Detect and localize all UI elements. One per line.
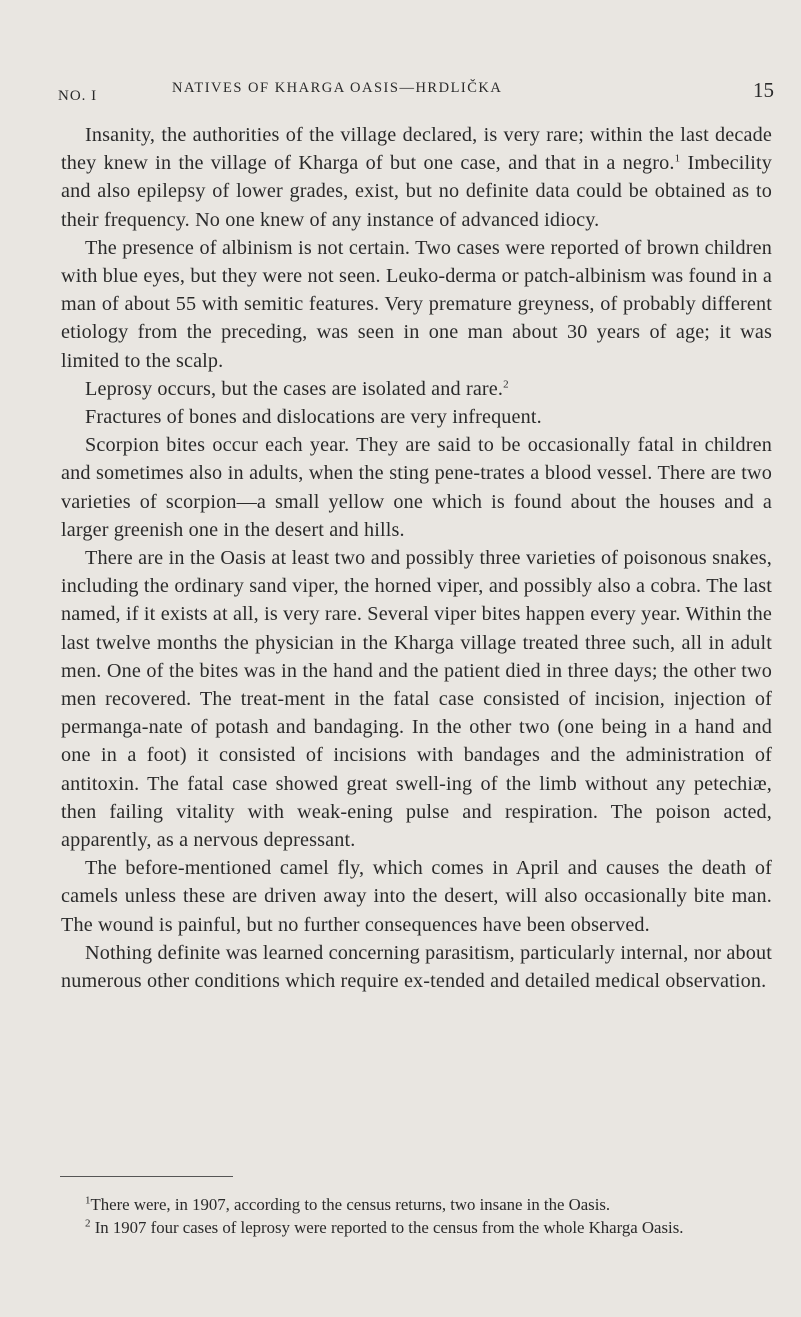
footnote-mark: 1 <box>85 1194 91 1207</box>
paragraph-scorpion: Scorpion bites occur each year. They are said to be occasionally fatal in children and sometimes also in adults, when the sting pene-trates a blood vessel. There are two varieties of scorpion—a small yellow one which is found about the houses and a larger greenish one in the desert and hills. <box>61 434 772 541</box>
footnote-text: There were, in 1907, according to the census returns, two insane in the Oasis. <box>90 1195 611 1214</box>
page-number: 15 <box>753 78 774 102</box>
issue-number: NO. I <box>58 88 98 104</box>
body-text <box>61 121 772 995</box>
footnotes <box>61 1193 772 1239</box>
footnote-2 <box>61 1216 772 1239</box>
footnote-ref-2[interactable]: 2 <box>503 378 509 391</box>
paragraph-text: Leprosy occurs, but the cases are isolated and rare. <box>85 377 504 400</box>
paragraph-fractures: Fractures of bones and dislocations are very infrequent. <box>85 406 542 429</box>
running-head <box>58 80 774 110</box>
running-title: NATIVES OF KHARGA OASIS—HRDLIČKA <box>172 80 503 96</box>
paragraph-parasitism: Nothing definite was learned concerning parasitism, particularly internal, nor about numerous other conditions which require ex-tended and detailed medical observation. <box>61 941 772 993</box>
paragraph-text-continued: Imbecility and also epilepsy of lower grades, exist, but no definite data could be obtained as to their frequency. No one knew of any instance of advanced idiocy. <box>61 152 772 231</box>
paragraph-camel-fly: The before-mentioned camel fly, which comes in April and causes the death of camels unless these are driven away into the desert, will also occasionally bite man. The wound is painful, but no further consequences have been observed. <box>61 857 772 936</box>
paragraph-albinism: The presence of albinism is not certain. Two cases were reported of brown children with blue eyes, but they were not seen. Leuko-derma or patch-albinism was found in a man of about 55 with semitic features. Very premature greyness, of probably different etiology from the preceding, was seen in one man about 30 years of age; it was limited to the scalp. <box>61 236 772 372</box>
paragraph-insanity <box>61 121 772 234</box>
footnote-text: In 1907 four cases of leprosy were reported to the census from the whole Kharga Oasis. <box>90 1218 684 1237</box>
paragraph-snakes: There are in the Oasis at least two and possibly three varieties of poisonous snakes, including the ordinary sand viper, the horned viper, and possibly also a cobra. The last named, if it exists at all, is very rare. Several viper bites happen every year. Within the last twelve months the physician in the Kharga village treated three such, all in adult men. One of the bites was in the hand and the patient died in three days; the other two men recovered. The treat-ment in the fatal case consisted of incision, injection of permanga-nate of potash and bandaging. In the other two (one being in a hand and one in a foot) it consisted of incisions with bandages and the administration of antitoxin. The fatal case showed great swell-ing of the limb without any petechiæ, then failing vitality with weak-ening pulse and respiration. The poison acted, apparently, as a nervous depressant. <box>61 547 772 852</box>
footnote-ref-1[interactable]: 1 <box>674 152 681 165</box>
paragraph-text: Insanity, the authorities of the village declared, is very rare; within the last decade they knew in the village of Kharga of but one case, and that in a negro. <box>61 124 772 175</box>
footnote-1 <box>61 1193 772 1216</box>
footnote-mark: 2 <box>85 1217 91 1230</box>
footnote-divider <box>60 1176 233 1177</box>
paragraph-leprosy <box>61 375 772 403</box>
